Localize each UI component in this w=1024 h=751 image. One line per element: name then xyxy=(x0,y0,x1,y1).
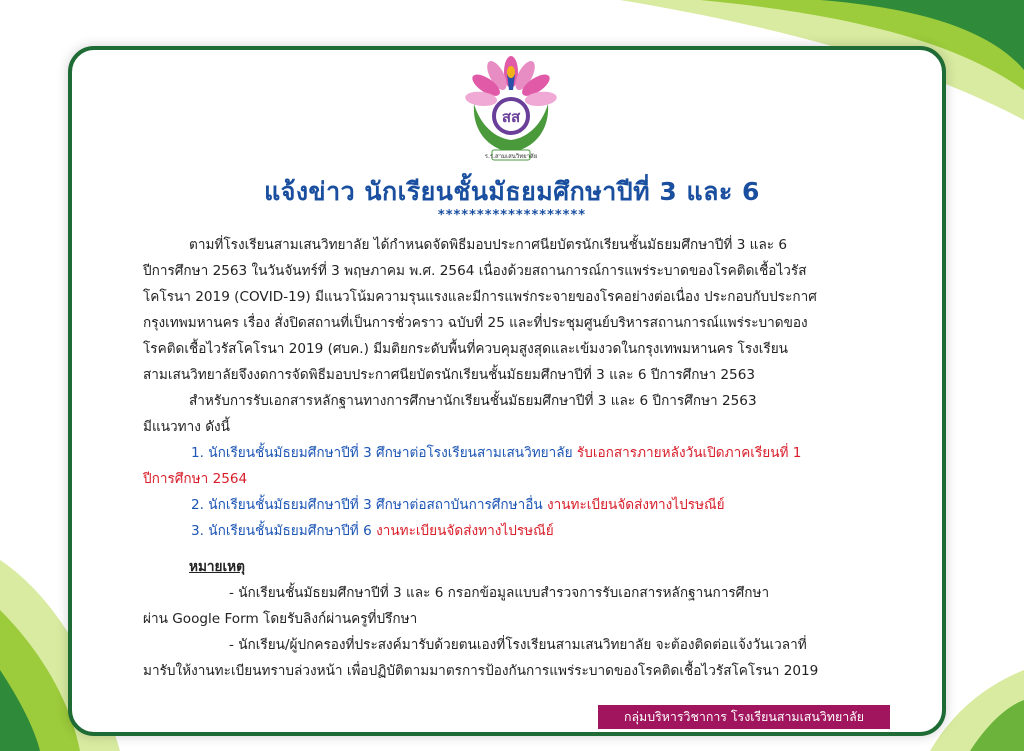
svg-text:ร.ร.สามเสนวิทยาลัย: ร.ร.สามเสนวิทยาลัย xyxy=(484,153,538,160)
title-divider: ******************* xyxy=(437,208,587,223)
paragraph-line: โรคติดเชื้อไวรัสโคโรนา 2019 (ศบค.) มีมติยกระดับพื้นที่ควบคุมสูงสุดและเข้มงวดในกรุงเทพมหานคร โรงเรียน xyxy=(143,341,788,357)
list-item xyxy=(143,440,891,466)
list-item-highlight: ปีการศึกษา 2564 xyxy=(143,471,248,487)
paragraph-line: โคโรนา 2019 (COVID-19) มีแนวโน้มความรุนแรงและมีการแพร่กระจายของโรคอย่างต่อเนื่อง ประกอบกับประกาศ xyxy=(143,289,817,305)
note-line: มารับให้งานทะเบียนทราบล่วงหน้า เพื่อปฏิบัติตามมาตรการป้องกันการแพร่ระบาดของโรคติดเชื้อไวรัสโคโรนา 2019 xyxy=(143,663,819,679)
paragraph-line: สำหรับการรับเอกสารหลักฐานทางการศึกษานักเรียนชั้นมัธยมศึกษาปีที่ 3 และ 6 ปีการศึกษา 2563 xyxy=(189,393,757,409)
note-line: - นักเรียนชั้นมัธยมศึกษาปีที่ 3 และ 6 กรอกข้อมูลแบบสำรวจการรับเอกสารหลักฐานการศึกษา xyxy=(229,585,770,601)
note-heading: หมายเหตุ xyxy=(189,559,245,575)
list-item xyxy=(143,518,891,544)
department-footer: กลุ่มบริหารวิชาการ โรงเรียนสามเสนวิทยาลัย xyxy=(598,705,890,729)
list-item-text: 3. นักเรียนชั้นมัธยมศึกษาปีที่ 6 xyxy=(191,523,377,539)
notice-body xyxy=(143,232,891,684)
notice-title: แจ้งข่าว นักเรียนชั้นมัธยมศึกษาปีที่ 3 และ 6 xyxy=(264,177,760,206)
list-item-text: 1. นักเรียนชั้นมัธยมศึกษาปีที่ 3 ศึกษาต่อโรงเรียนสามเสนวิทยาลัย xyxy=(191,445,577,461)
note-line: - นักเรียน/ผู้ปกครองที่ประสงค์มารับด้วยตนเองที่โรงเรียนสามเสนวิทยาลัย จะต้องติดต่อแจ้งวันเวลาที่ xyxy=(229,637,807,653)
paragraph-line: กรุงเทพมหานคร เรื่อง สั่งปิดสถานที่เป็นการชั่วคราว ฉบับที่ 25 และที่ประชุมศูนย์บริหารสถานการณ์แพร่ระบาดของ xyxy=(143,315,808,331)
list-item-highlight: รับเอกสารภายหลังวันเปิดภาคเรียนที่ 1 xyxy=(576,445,802,461)
list-item-text: 2. นักเรียนชั้นมัธยมศึกษาปีที่ 3 ศึกษาต่อสถาบันการศึกษาอื่น xyxy=(191,497,547,513)
list-item xyxy=(143,492,891,518)
svg-text:สส: สส xyxy=(501,108,521,126)
list-item-highlight: งานทะเบียนจัดส่งทางไปรษณีย์ xyxy=(546,497,725,513)
paragraph-line: ตามที่โรงเรียนสามเสนวิทยาลัย ได้กำหนดจัดพิธีมอบประกาศนียบัตรนักเรียนชั้นมัธยมศึกษาปีที่ 3 และ 6 xyxy=(189,237,788,253)
paragraph-line: มีแนวทาง ดังนี้ xyxy=(143,419,230,435)
paragraph-line: สามเสนวิทยาลัยจึงงดการจัดพิธีมอบประกาศนียบัตรนักเรียนชั้นมัธยมศึกษาปีที่ 3 และ 6 ปีการศึกษา 2563 xyxy=(143,367,756,383)
list-item-highlight: งานทะเบียนจัดส่งทางไปรษณีย์ xyxy=(376,523,554,539)
paragraph-line: ปีการศึกษา 2563 ในวันจันทร์ที่ 3 พฤษภาคม พ.ศ. 2564 เนื่องด้วยสถานการณ์การแพร่ระบาดของโรคติดเชื้อไวรัส xyxy=(143,263,807,279)
note-line: ผ่าน Google Form โดยรับลิงก์ผ่านครูที่ปรึกษา xyxy=(143,611,418,627)
school-emblem-icon xyxy=(462,54,560,168)
